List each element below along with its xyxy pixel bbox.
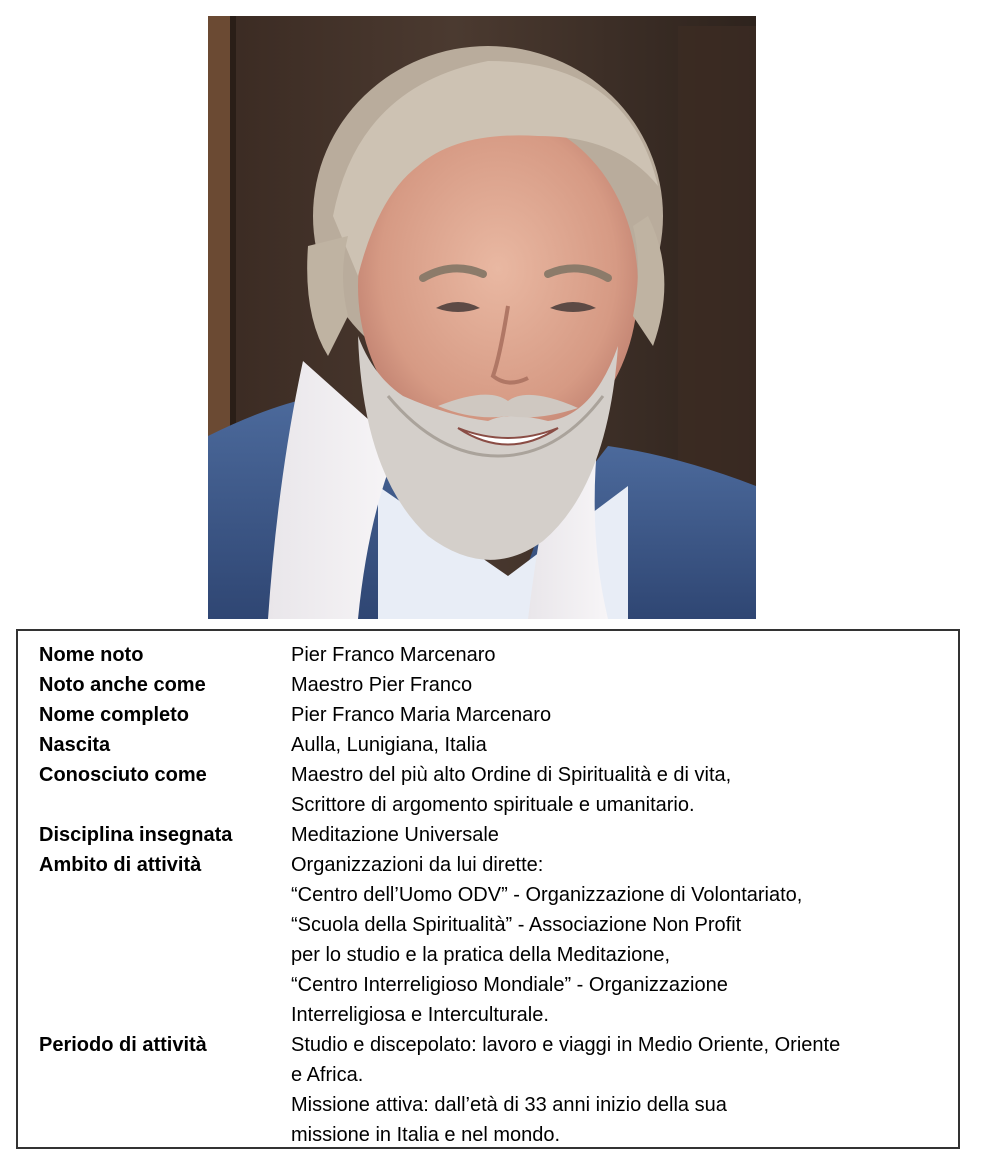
info-table <box>16 629 960 1149</box>
info-value <box>291 730 487 760</box>
info-value <box>291 760 731 820</box>
info-value-line: Aulla, Lunigiana, Italia <box>291 734 487 756</box>
info-value-line: Pier Franco Marcenaro <box>291 644 496 666</box>
info-label: Disciplina insegnata <box>39 824 233 846</box>
info-value <box>291 700 551 730</box>
info-value-line: Missione attiva: dall’età di 33 anni inizio della sua <box>291 1094 727 1116</box>
info-value-line: missione in Italia e nel mondo. <box>291 1124 561 1146</box>
info-label: Nome completo <box>39 704 190 726</box>
info-value-line: Maestro Pier Franco <box>291 674 473 696</box>
info-value-line: Meditazione Universale <box>291 824 499 846</box>
info-label: Nascita <box>39 734 111 756</box>
info-label: Periodo di attività <box>39 1034 207 1056</box>
info-value-line: per lo studio e la pratica della Meditazione, <box>291 944 671 966</box>
info-value-line: Maestro del più alto Ordine di Spiritualità e di vita, <box>291 764 732 786</box>
info-value-line: Studio e discepolato: lavoro e viaggi in Medio Oriente, Oriente <box>291 1034 841 1056</box>
info-value-line: Organizzazioni da lui dirette: <box>291 854 544 876</box>
info-value <box>291 850 802 1030</box>
info-value-line: Interreligiosa e Interculturale. <box>291 1004 549 1026</box>
info-value-line: e Africa. <box>291 1064 364 1086</box>
portrait-illustration <box>208 16 756 619</box>
info-value-line: Scrittore di argomento spirituale e umanitario. <box>291 794 695 816</box>
info-label: Nome noto <box>39 644 144 666</box>
portrait-photo <box>208 16 756 619</box>
info-label: Noto anche come <box>39 674 206 696</box>
info-label: Conosciuto come <box>39 764 207 786</box>
info-value <box>291 1030 840 1150</box>
info-value-line: “Scuola della Spiritualità” - Associazione Non Profit <box>291 914 742 936</box>
info-label: Ambito di attività <box>39 854 202 876</box>
info-value-line: Pier Franco Maria Marcenaro <box>291 704 552 726</box>
info-value <box>291 820 499 850</box>
info-value-line: “Centro Interreligioso Mondiale” - Organizzazione <box>291 974 728 996</box>
info-value <box>291 640 496 670</box>
info-value <box>291 670 472 700</box>
info-value-line: “Centro dell’Uomo ODV” - Organizzazione di Volontariato, <box>291 884 803 906</box>
